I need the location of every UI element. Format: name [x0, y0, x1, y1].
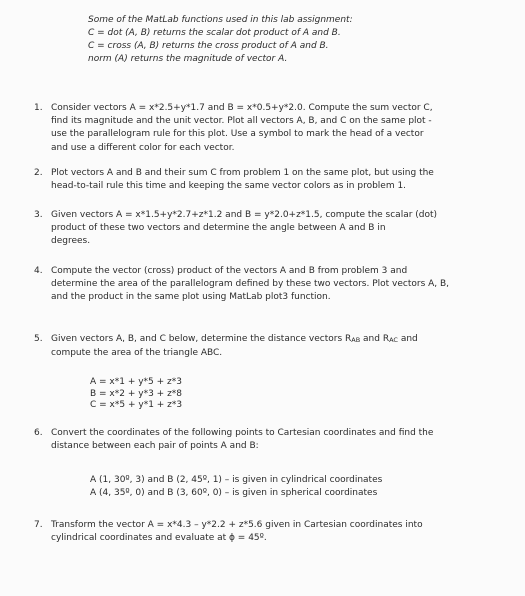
question-line: determine the area of the parallelogram defined by these two vectors. Plot vectors A, B, — [51, 279, 450, 290]
question-text — [51, 519, 486, 545]
question-line: Convert the coordinates of the following points to Cartesian coordinates and find the — [51, 428, 434, 438]
question-text — [51, 102, 486, 155]
question-line: Compute the vector (cross) product of the vectors A and B from problem 3 and — [51, 266, 408, 276]
vector-equations — [90, 377, 182, 412]
intro-line: Some of the MatLab functions used in this lab assignment: — [88, 15, 353, 25]
question-line: Given vectors A = x*1.5+y*2.7+z*1.2 and B = y*2.0+z*1.5, compute the scalar (dot) — [51, 210, 438, 220]
question-line: and use a different color for each vector. — [51, 142, 235, 153]
question-line-text: Given vectors A, B, and C below, determine the distance vectors R — [51, 334, 352, 344]
question-text — [51, 209, 486, 249]
question-4 — [34, 265, 486, 305]
equation-line: B = x*2 + y*3 + z*8 — [90, 388, 183, 399]
question-5 — [34, 333, 486, 360]
question-3 — [34, 209, 486, 249]
question-line: Consider vectors A = x*2.5+y*1.7 and B = x*0.5+y*2.0. Compute the sum vector C, — [51, 103, 433, 113]
question-number: 2. — [34, 168, 43, 178]
question-line: distance between each pair of points A and B: — [51, 441, 259, 452]
intro-line: C = dot (A, B) returns the scalar dot product of A and B. — [88, 28, 341, 38]
question-line — [51, 333, 486, 347]
question-line: product of these two vectors and determine the angle between A and B in — [51, 223, 386, 234]
subscript-ab: AB — [351, 336, 361, 344]
question-number: 1. — [34, 103, 43, 113]
question-6 — [34, 427, 486, 453]
question-line: Plot vectors A and B and their sum C from problem 1 on the same plot, but using the — [51, 168, 434, 178]
question-line: degrees. — [51, 236, 91, 247]
intro-line: norm (A) returns the magnitude of vector A. — [88, 54, 288, 64]
question-text — [51, 333, 486, 360]
question-text — [51, 167, 486, 193]
coordinate-points — [90, 474, 382, 500]
question-line-text: and R — [360, 334, 390, 344]
question-number: 4. — [34, 266, 43, 276]
equation-line: C = x*5 + y*1 + z*3 — [90, 400, 183, 411]
question-number: 5. — [34, 334, 43, 344]
matlab-functions-intro — [88, 14, 448, 66]
question-text — [51, 265, 486, 305]
question-number: 3. — [34, 210, 43, 220]
question-7 — [34, 519, 486, 545]
intro-line: C = cross (A, B) returns the cross product of A and B. — [88, 41, 329, 51]
question-line: Transform the vector A = x*4.3 – y*2.2 + z*5.6 given in Cartesian coordinates into — [51, 520, 423, 530]
question-line-text: and — [397, 334, 418, 344]
question-line: use the parallelogram rule for this plot. Use a symbol to mark the head of a vector — [51, 129, 424, 140]
question-2 — [34, 167, 486, 193]
question-1 — [34, 102, 486, 155]
question-text — [51, 427, 486, 453]
question-number: 7. — [34, 520, 43, 530]
equation-line: A = x*1 + y*5 + z*3 — [90, 377, 182, 387]
question-line: head-to-tail rule this time and keeping the same vector colors as in problem 1. — [51, 181, 407, 192]
subscript-ac: AC — [389, 336, 398, 344]
question-line: and the product in the same plot using MatLab plot3 function. — [51, 292, 331, 303]
point-pair-line: A (1, 30º, 3) and B (2, 45º, 1) – is given in cylindrical coordinates — [90, 475, 383, 485]
question-line: compute the area of the triangle ABC. — [51, 348, 223, 359]
point-pair-line: A (4, 35º, 0) and B (3, 60º, 0) – is given in spherical coordinates — [90, 488, 378, 499]
question-line: cylindrical coordinates and evaluate at ϕ = 45º. — [51, 533, 267, 544]
question-line: find its magnitude and the unit vector. Plot all vectors A, B, and C on the same plot - — [51, 116, 432, 127]
question-number: 6. — [34, 428, 43, 438]
